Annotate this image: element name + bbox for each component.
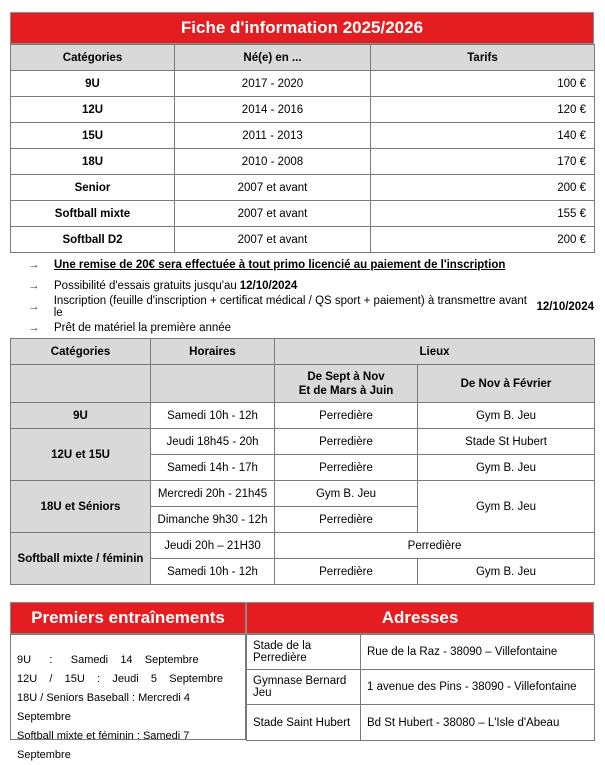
table-row (11, 123, 595, 149)
header-horaires: Horaires (151, 339, 275, 365)
table-row (11, 149, 595, 175)
note-materiel-text: Prêt de matériel la première année (54, 321, 232, 334)
horaires-table (10, 338, 595, 585)
tarif-cell: 200 € (371, 175, 595, 201)
tarifs-table (10, 44, 595, 253)
arrow-right-icon: → (28, 321, 40, 334)
arrow-right-icon: → (28, 300, 40, 313)
lieu-cell: Perredière (275, 455, 418, 481)
table-row (11, 227, 595, 253)
categorie-cell: Senior (11, 175, 175, 201)
horaire-cell: Samedi 14h - 17h (151, 455, 275, 481)
table-row (11, 533, 595, 559)
horaire-cell: Samedi 10h - 12h (151, 403, 275, 429)
categorie-cell: 9U (11, 71, 175, 97)
header-tarifs: Tarifs (371, 45, 595, 71)
horaire-cell: Jeudi 20h – 21H30 (151, 533, 275, 559)
horaire-cell: Jeudi 18h45 - 20h (151, 429, 275, 455)
arrow-right-icon: → (28, 258, 40, 271)
header-categories: Catégories (11, 339, 151, 365)
note-materiel (10, 317, 594, 338)
categorie-cell: 15U (11, 123, 175, 149)
lieu-nom: Stade de la Perredière (247, 635, 361, 670)
horaire-cell: Dimanche 9h30 - 12h (151, 507, 275, 533)
table-row (11, 481, 595, 507)
horaire-cell: Samedi 10h - 12h (151, 559, 275, 585)
lieu-cell: Perredière (275, 403, 418, 429)
note-inscription-text: Inscription (feuille d'inscription + certificat médical / QS sport + paiement) à transmettre avant le (53, 294, 527, 319)
note-inscription (10, 296, 594, 317)
categorie-cell: Softball D2 (11, 227, 175, 253)
adresses-title: Adresses (246, 602, 594, 634)
lieu-nom: Stade Saint Hubert (247, 705, 361, 741)
tarif-cell: 120 € (371, 97, 595, 123)
lieu-cell: Perredière (275, 559, 418, 585)
adresses-table (246, 634, 595, 741)
lieu-nom: Gymnase Bernard Jeu (247, 670, 361, 705)
annees-cell: 2011 - 2013 (175, 123, 371, 149)
table-row (11, 429, 595, 455)
lieu-cell: Gym B. Jeu (418, 481, 595, 533)
annees-cell: 2007 et avant (175, 227, 371, 253)
header-categories: Catégories (11, 45, 175, 71)
annees-cell: 2017 - 2020 (175, 71, 371, 97)
tarifs-header-row (11, 45, 595, 71)
categorie-cell: Softball mixte (11, 201, 175, 227)
header-sept-nov: De Sept à Nov Et de Mars à Juin (275, 365, 418, 403)
lieu-adresse: 1 avenue des Pins - 38090 - Villefontaine (361, 670, 595, 705)
lieu-cell: Perredière (275, 429, 418, 455)
tarif-cell: 155 € (371, 201, 595, 227)
categorie-18u-seniors: 18U et Séniors (11, 481, 151, 533)
categorie-9u: 9U (11, 403, 151, 429)
table-row (247, 670, 595, 705)
header-blank (151, 365, 275, 403)
note-inscription-date: 12/10/2024 (536, 300, 594, 313)
annees-cell: 2007 et avant (175, 201, 371, 227)
note-essais (10, 275, 594, 296)
lieu-cell: Perredière (275, 507, 418, 533)
lieu-cell: Gym B. Jeu (275, 481, 418, 507)
table-row (11, 175, 595, 201)
categorie-cell: 18U (11, 149, 175, 175)
arrow-right-icon: → (28, 279, 40, 292)
note-essais-date: 12/10/2024 (239, 279, 298, 292)
entrainement-12u-15u: 12U / 15U : Jeudi 5 Septembre (17, 673, 224, 685)
categorie-cell: 12U (11, 97, 175, 123)
annees-cell: 2010 - 2008 (175, 149, 371, 175)
tarif-cell: 170 € (371, 149, 595, 175)
entrainement-18u: 18U / Seniors Baseball : Mercredi 4 Septembre (17, 692, 191, 723)
categorie-softball: Softball mixte / féminin (11, 533, 151, 585)
annees-cell: 2014 - 2016 (175, 97, 371, 123)
note-remise (10, 254, 594, 275)
categorie-12u-15u: 12U et 15U (11, 429, 151, 481)
note-remise-text: Une remise de 20€ sera effectuée à tout primo licencié au paiement de l'inscription (54, 258, 506, 271)
header-nov-fev: De Nov à Février (418, 365, 595, 403)
lieu-cell: Gym B. Jeu (418, 455, 595, 481)
entrainement-softball: Softball mixte et féminin : Samedi 7 Septembre (17, 730, 190, 761)
tarif-cell: 140 € (371, 123, 595, 149)
page-title: Fiche d'information 2025/2026 (10, 12, 594, 44)
tarif-cell: 200 € (371, 227, 595, 253)
lieu-cell: Stade St Hubert (418, 429, 595, 455)
lieu-adresse: Bd St Hubert - 38080 – L'Isle d'Abeau (361, 705, 595, 741)
notes-list (10, 254, 594, 338)
lieu-cell: Gym B. Jeu (418, 559, 595, 585)
annees-cell: 2007 et avant (175, 175, 371, 201)
note-essais-text: Possibilité d'essais gratuits jusqu'au (54, 279, 237, 292)
lieu-cell: Perredière (275, 533, 595, 559)
lieu-adresse: Rue de la Raz - 38090 – Villefontaine (361, 635, 595, 670)
entrainements-box (10, 634, 246, 761)
tarif-cell: 100 € (371, 71, 595, 97)
entrainement-9u: 9U : Samedi 14 Septembre (17, 654, 199, 666)
lieu-cell: Gym B. Jeu (418, 403, 595, 429)
table-row (11, 403, 595, 429)
table-row (247, 705, 595, 741)
horaire-cell: Mercredi 20h - 21h45 (151, 481, 275, 507)
header-lieux: Lieux (275, 339, 595, 365)
table-row (247, 635, 595, 670)
table-row (11, 71, 595, 97)
table-row (11, 97, 595, 123)
table-row (11, 201, 595, 227)
entrainements-title: Premiers entraînements (10, 602, 246, 634)
header-blank (11, 365, 151, 403)
header-naissance: Né(e) en ... (175, 45, 371, 71)
